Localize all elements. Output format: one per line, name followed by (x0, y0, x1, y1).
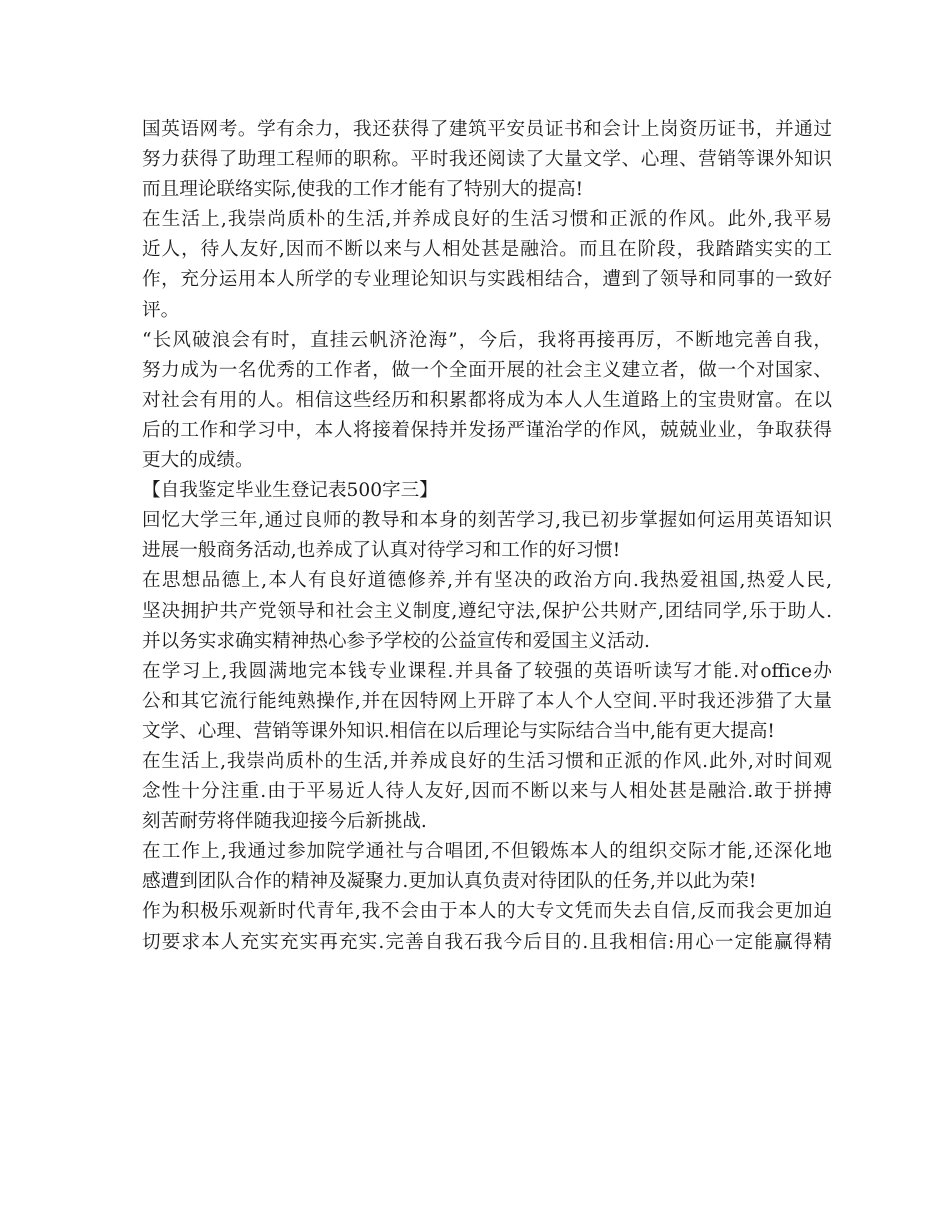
text-line: 回忆大学三年,通过良师的教导和本身的刻苦学习,我已初步掌握如何运用英语知识 (142, 510, 832, 532)
text-line: 作，充分运用本人所学的专业理论知识与实践相结合，遭到了领导和同事的一致好 (142, 269, 832, 291)
text-line: 评。 (142, 299, 180, 321)
text-line: 后的工作和学习中，本人将接着保持并发扬严谨治学的作风，兢兢业业，争取获得 (142, 419, 832, 441)
text-line: 念性十分注重.由于平易近人待人友好,因而不断以来与人相处甚是融洽.敢于拼搏 (142, 781, 832, 803)
text-line: 坚决拥护共产党领导和社会主义制度,遵纪守法,保护公共财产,团结同学,乐于助人. (142, 600, 832, 622)
text-line: 在思想品德上,本人有良好道德修养,并有坚决的政治方向.我热爱祖国,热爱人民, (142, 570, 832, 592)
text-line: 在生活上,我崇尚质朴的生活,并养成良好的生活习惯和正派的作风。此外,我平易 (142, 209, 832, 231)
text-line: 而且理论联络实际,使我的工作才能有了特别大的提高! (142, 179, 584, 201)
text-line: 在学习上,我圆满地完本钱专业课程.并具备了较强的英语听读写才能.对office办 (142, 660, 832, 682)
text-line: 在工作上,我通过参加院学通社与合唱团,不但锻炼本人的组织交际才能,还深化地 (142, 841, 832, 863)
text-line: 对社会有用的人。相信这些经历和积累都将成为本人人生道路上的宝贵财富。在以 (142, 389, 832, 411)
text-line: 公和其它流行能纯熟操作,并在因特网上开辟了本人个人空间.平时我还涉猎了大量 (142, 690, 832, 712)
text-line: 刻苦耐劳将伴随我迎接今后新挑战. (142, 811, 427, 833)
text-line: 并以务实求确实精神热心参予学校的公益宣传和爱国主义活动. (142, 630, 650, 652)
text-line: 文学、心理、营销等课外知识.相信在以后理论与实际结合当中,能有更大提高! (142, 720, 775, 742)
text-line: 努力获得了助理工程师的职称。平时我还阅读了大量文学、心理、营销等课外知识 (142, 149, 832, 171)
text-line: 更大的成绩。 (142, 450, 254, 472)
text-line: 【自我鉴定毕业生登记表500字三】 (142, 480, 438, 502)
text-line: 国英语网考。学有余力，我还获得了建筑平安员证书和会计上岗资历证书，并通过 (142, 119, 832, 140)
text-line: 感遭到团队合作的精神及凝聚力.更加认真负责对待团队的任务,并以此为荣! (142, 871, 757, 893)
text-line: 近人，待人友好,因而不断以来与人相处甚是融洽。而且在阶段，我踏踏实实的工 (142, 239, 832, 261)
text-line: 进展一般商务活动,也养成了认真对待学习和工作的好习惯! (142, 540, 621, 562)
document-body (142, 115, 832, 958)
text-line: 在生活上,我崇尚质朴的生活,并养成良好的生活习惯和正派的作风.此外,对时间观 (142, 750, 832, 772)
text-line: 切要求本人充实充实再充实.完善自我石我今后目的.且我相信:用心一定能赢得精 (142, 931, 832, 953)
text-line: 作为积极乐观新时代青年,我不会由于本人的大专文凭而失去自信,反而我会更加迫 (142, 901, 832, 923)
text-line: “长风破浪会有时，直挂云帆济沧海”，今后，我将再接再厉，不断地完善自我， (142, 329, 832, 351)
text-line: 努力成为一名优秀的工作者，做一个全面开展的社会主义建立者，做一个对国家、 (142, 359, 832, 381)
